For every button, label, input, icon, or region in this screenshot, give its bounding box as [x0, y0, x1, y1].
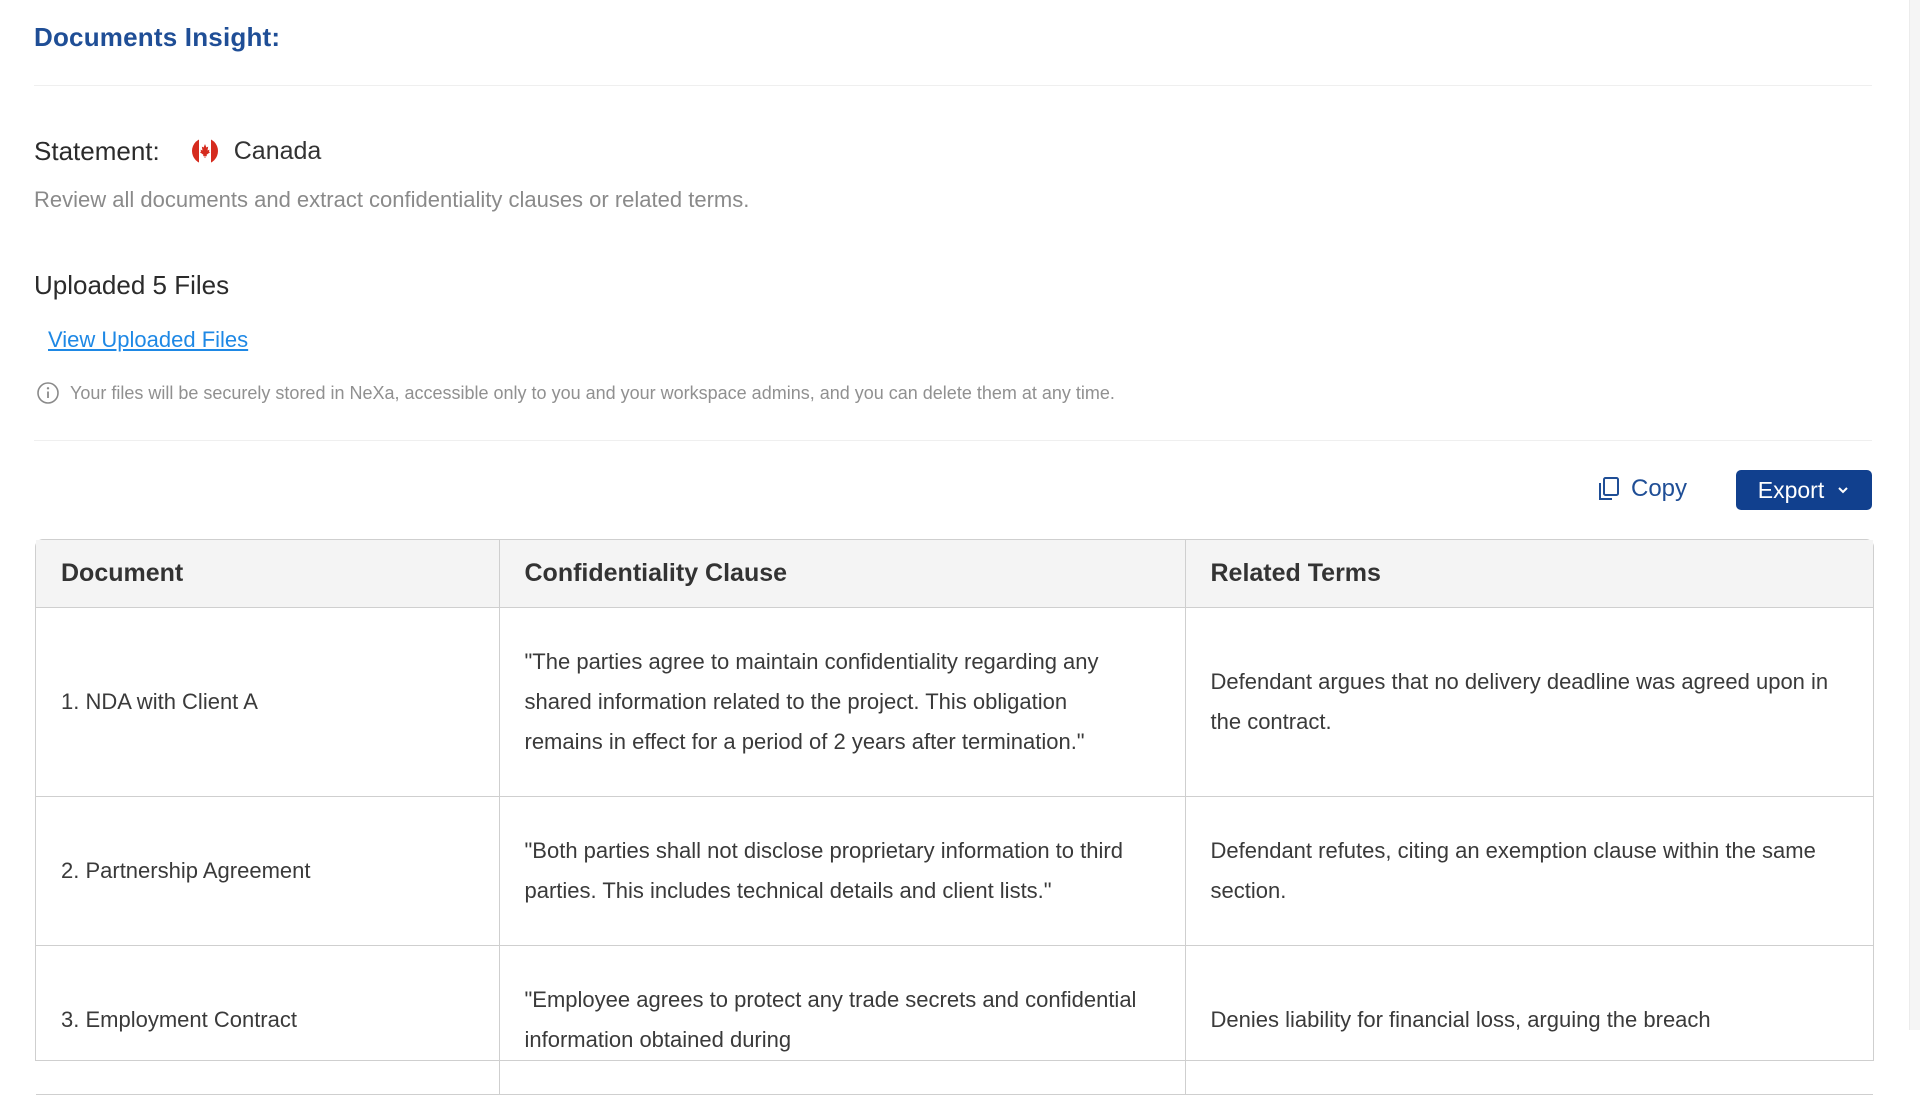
clause-cell: "Employee agrees to protect any trade secrets and confidential information obtained during	[499, 946, 1185, 1095]
divider	[34, 85, 1872, 86]
statement-country: Canada	[233, 136, 322, 165]
table-row	[36, 797, 1873, 946]
statement-description: Review all documents and extract confidentiality clauses or related terms.	[34, 187, 750, 212]
export-label: Export	[1757, 476, 1825, 503]
column-header-document: Document	[36, 540, 499, 608]
export-button[interactable]	[1736, 470, 1872, 510]
divider	[34, 440, 1872, 441]
clause-cell: "Both parties shall not disclose proprietary information to third parties. This includes technical details and client lists."	[499, 797, 1185, 946]
insight-table	[35, 539, 1874, 1061]
statement-row	[34, 136, 321, 166]
info-icon	[36, 381, 60, 405]
copy-icon	[1597, 476, 1621, 502]
uploaded-files-title: Uploaded 5 Files	[34, 270, 230, 300]
clause-cell: "The parties agree to maintain confidentiality regarding any shared information related to the project. This obligation remains in effect for a period of 2 years after termination."	[499, 608, 1185, 797]
related-terms-cell: Defendant argues that no delivery deadline was agreed upon in the contract.	[1185, 608, 1873, 797]
chevron-down-icon	[1836, 483, 1850, 497]
canada-flag-icon	[190, 136, 220, 166]
storage-note	[36, 381, 1115, 405]
page-title: Documents Insight:	[34, 22, 281, 52]
document-cell: 3. Employment Contract	[36, 946, 499, 1095]
copy-label: Copy	[1631, 475, 1688, 502]
related-terms-cell: Defendant refutes, citing an exemption clause within the same section.	[1185, 797, 1873, 946]
document-cell: 1. NDA with Client A	[36, 608, 499, 797]
related-terms-cell: Denies liability for financial loss, arguing the breach	[1185, 946, 1873, 1095]
table-header-row	[36, 540, 1873, 608]
view-uploaded-files-link[interactable]: View Uploaded Files	[48, 327, 249, 352]
column-header-related-terms: Related Terms	[1185, 540, 1873, 608]
storage-note-text: Your files will be securely stored in NeXa, accessible only to you and your workspace admins, and you can delete them at any time.	[70, 382, 1115, 403]
table-row	[36, 946, 1873, 1095]
document-cell: 2. Partnership Agreement	[36, 797, 499, 946]
column-header-confidentiality-clause: Confidentiality Clause	[499, 540, 1185, 608]
table-row	[36, 608, 1873, 797]
copy-button[interactable]	[1597, 471, 1687, 507]
scrollbar[interactable]	[1909, 0, 1920, 1030]
statement-label: Statement:	[34, 135, 160, 166]
